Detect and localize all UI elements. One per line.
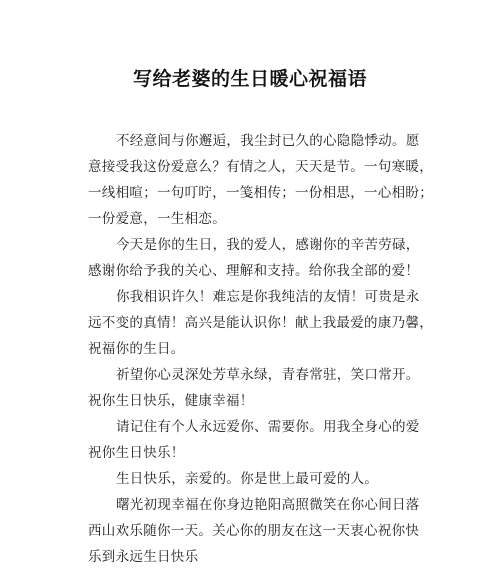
- text-line: 感谢你给予我的关心、理解和支持。给你我全部的爱！: [88, 263, 420, 279]
- text-line: 祝福你的生日。: [88, 341, 185, 357]
- text-line: 祝你生日快乐，健康幸福！: [88, 393, 254, 409]
- text-line: 曙光初现幸福在你身边艳阳高照微笑在你心间日落: [116, 497, 420, 513]
- text-line: 一线相喧；一句叮咛，一笺相传；一份相思，一心相盼；: [88, 185, 433, 201]
- document-body: [88, 128, 433, 570]
- text-line: 生日快乐，亲爱的。你是世上最可爱的人。: [116, 471, 379, 487]
- text-line: 今天是你的生日，我的爱人，感谢你的辛苦劳碌，: [116, 237, 420, 253]
- text-line: 乐到永远生日快乐: [88, 549, 199, 565]
- text-line: 一份爱意，一生相恋。: [88, 211, 226, 227]
- page-title: 写给老婆的生日暖心祝福语: [132, 68, 367, 90]
- text-line: 请记住有个人永远爱你、需要你。用我全身心的爱: [116, 419, 420, 435]
- text-line: 祝你生日快乐！: [88, 445, 185, 461]
- text-line: 西山欢乐随你一天。关心你的朋友在这一天衷心祝你快: [88, 523, 420, 539]
- text-line: 祈望你心灵深处芳草永绿，青春常驻，笑口常开。: [116, 367, 420, 383]
- text-line: 不经意间与你邂逅，我尘封已久的心隐隐悸动。愿: [116, 133, 420, 149]
- text-line: 意接受我这份爱意么？有情之人，天天是节。一句寒暖，: [88, 159, 433, 175]
- text-line: 远不变的真情！高兴是能认识你！献上我最爱的康乃馨，: [88, 315, 433, 331]
- text-line: 你我相识许久！难忘是你我纯洁的友情！可贵是永: [116, 289, 420, 305]
